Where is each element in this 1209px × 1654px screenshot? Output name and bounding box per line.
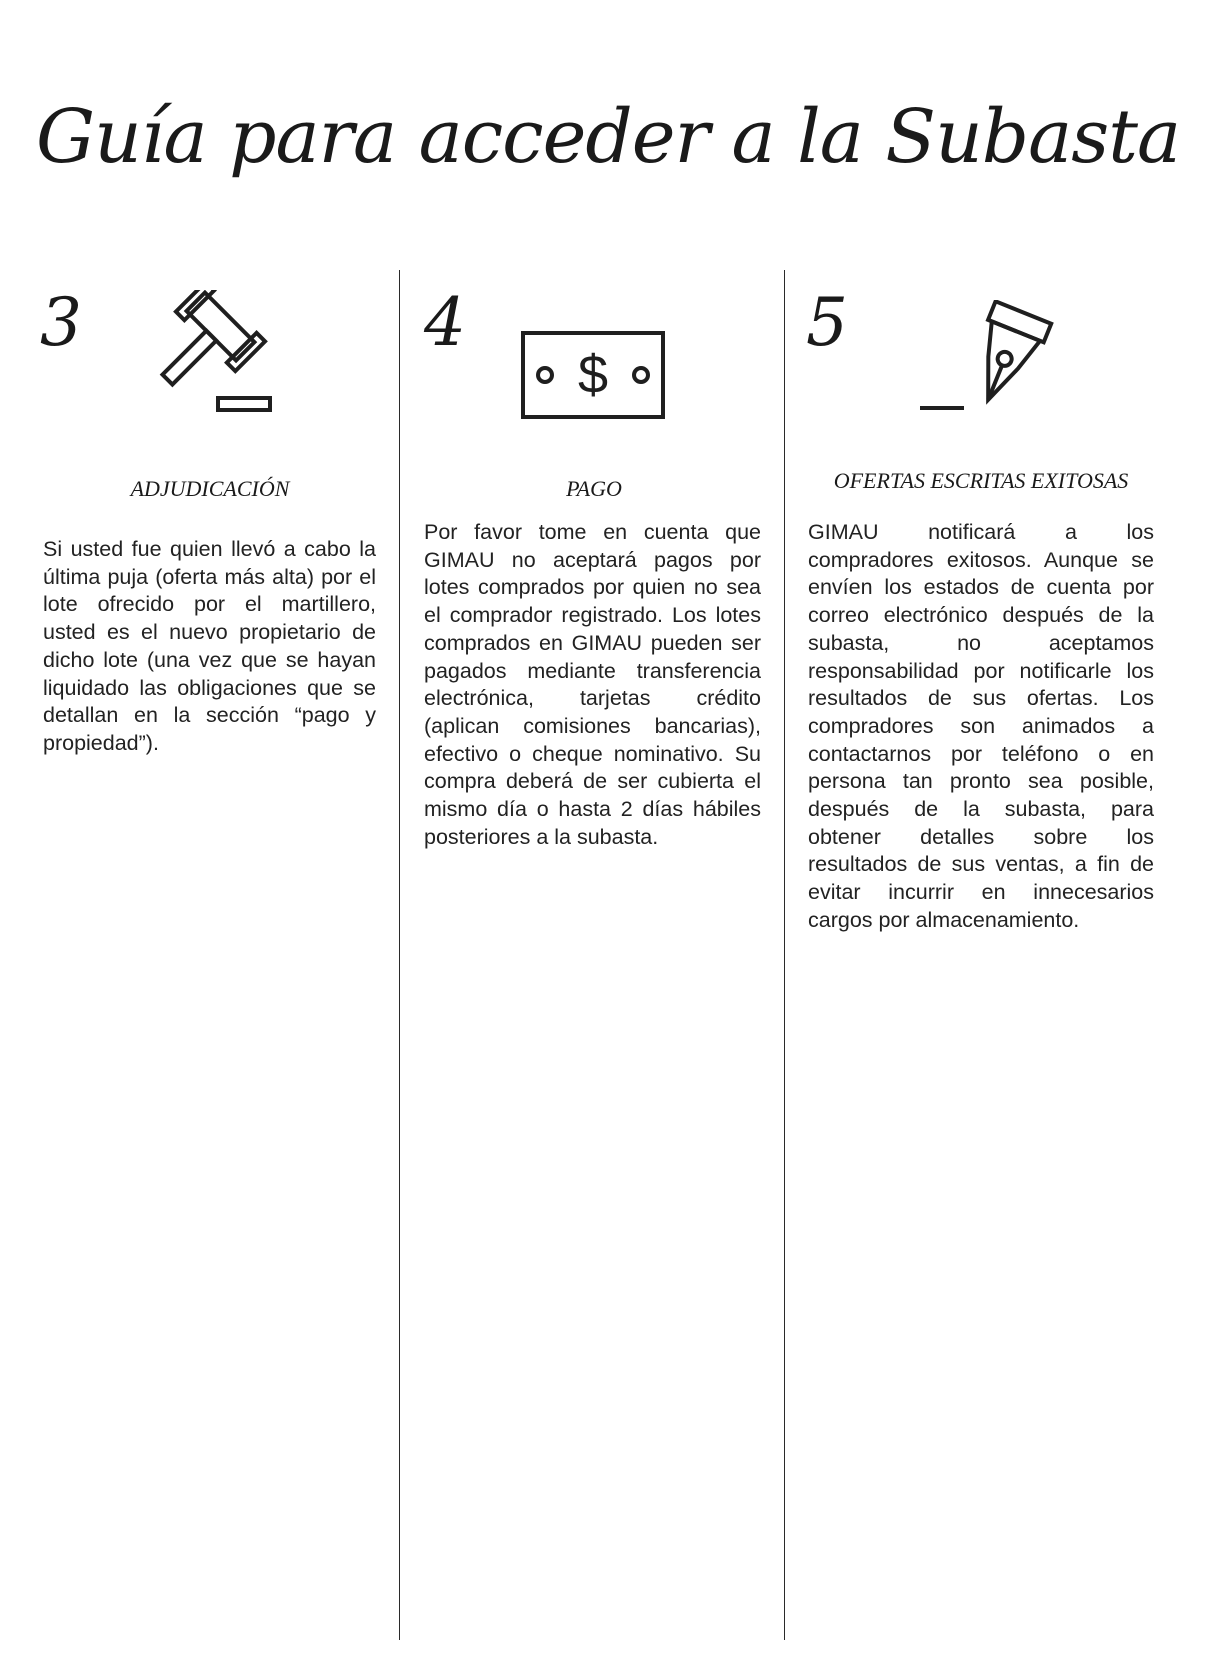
column-divider (399, 270, 400, 1640)
step-heading: OFERTAS ESCRITAS EXITOSAS (833, 468, 1129, 493)
page-title: Guía para acceder a la Subasta (36, 94, 1181, 180)
svg-text:$: $ (577, 345, 609, 405)
fountain-pen-icon (918, 300, 1068, 420)
step-description: Por favor tome en cuenta que GIMAU no aceptará pagos por lotes comprados por quien no sea el comprador registrado. Los lotes comprados en GIMAU pueden ser pagados mediante transferencia electrónica, tarjetas crédito (aplican comisiones bancarias), efectivo o cheque nominativo. Su compra deberá de ser cubierta el mismo día o hasta 2 días hábiles posteriores a la subasta. (424, 520, 761, 849)
gavel-icon (150, 290, 280, 420)
step-number: 5 (806, 284, 848, 361)
step-heading: PAGO (566, 476, 622, 501)
column-divider (784, 270, 785, 1640)
step-number: 4 (424, 284, 466, 361)
banknote-icon (520, 330, 666, 427)
step-number: 3 (40, 284, 82, 361)
step-description: GIMAU notificará a los compradores exitosos. Aunque se envíen los estados de cuenta por correo electrónico después de la subasta, no aceptamos responsabilidad por notificarle los resultados de sus ofertas. Los compradores son animados a contactarnos por teléfono o en persona tan pronto sea posible, después de la subasta, para obtener detalles sobre los resultados de sus ventas, a fin de evitar incurrir en innecesarios cargos por almacenamiento. (808, 520, 1154, 932)
step-heading: ADJUDICACIÓN (130, 476, 290, 501)
step-description: Si usted fue quien llevó a cabo la última puja (oferta más alta) por el lote ofrecido por el martillero, usted es el nuevo propietario de dicho lote (una vez que se hayan liquidado las obligaciones que se detallan en la sección “pago y propiedad”). (43, 537, 376, 755)
